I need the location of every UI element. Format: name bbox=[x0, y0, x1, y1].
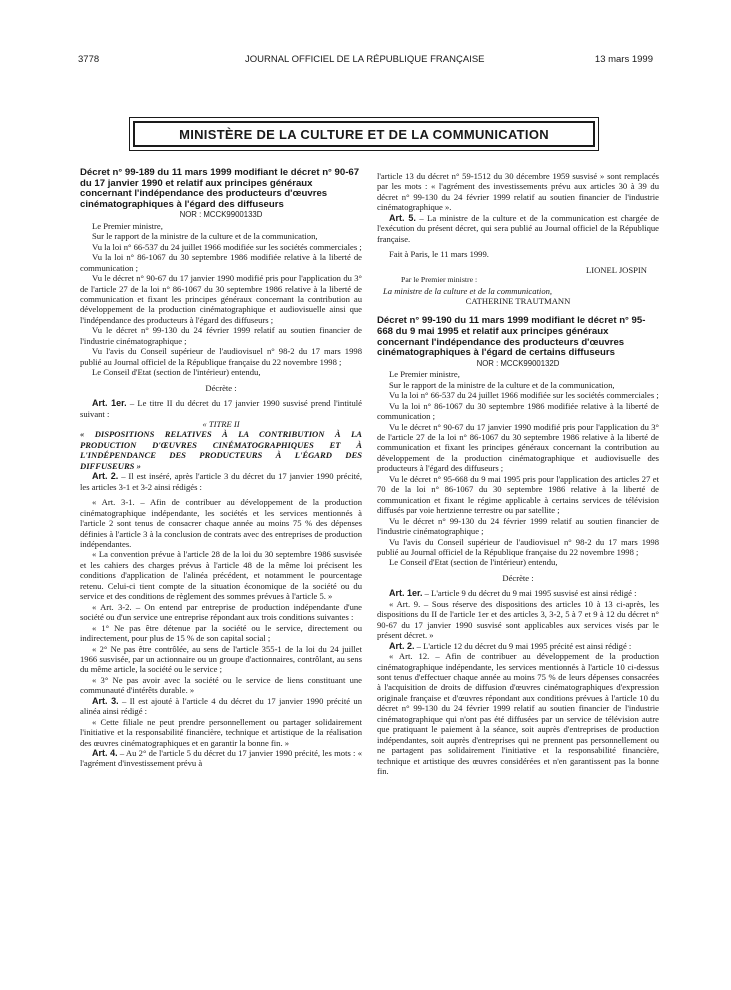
art-label: Art. 2. bbox=[389, 640, 415, 651]
para: Le Premier ministre, bbox=[389, 369, 460, 380]
page-number: 3778 bbox=[78, 54, 100, 65]
decree-title-1: Décret n° 99-189 du 11 mars 1999 modifiant le décret n° 90-67 du 17 janvier 1990 et relatif aux principes généraux concernant l'indépendance des producteurs d'œuvres cinématographiques à l'égard des diffuseurs bbox=[80, 167, 360, 210]
para: « Art. 9. – Sous réserve des dispositions des articles 10 à 13 ci-après, les dispositions du II de l'article 1er et des articles 3, 3-2, 5 à 7 et 9 à 12 du décret n° 90-67 du 17 janvier 1990 susvisé sont applicables aux services visés par le présent décret. » bbox=[377, 598, 659, 641]
issue-date: 13 mars 1999 bbox=[594, 54, 653, 65]
para: « 3° Ne pas avoir avec la société ou le service de liens constituant une communauté d'intérêts durable. » bbox=[80, 674, 362, 696]
para: Vu la loi n° 66-537 du 24 juillet 1966 modifiée sur les sociétés commerciales ; bbox=[92, 241, 362, 252]
para: « Art. 12. – Afin de contribuer au développement de la production cinématographique indépendante, les services mentionnés à l'article 10 ci-dessus sont tenus d'effectuer chaque année au moins 75 % de leurs dépenses consacrées à l'acquisition de droits de diffusion d'œuvres cinématographiques d'expression originale française et d'œuvres répondant aux conditions prévues à l'article 10 du décret n° 99-130 du 24 février 1999 relatif au soutien financier de l'industrie cinématographique qui n'ont pas été diffusées par un service de télévision autre que pratiquant le paiement à la séance, soit auprès d'entreprises de production indépendantes, soit auprès d'entreprises qui ne prennent pas personnellement ou ne partagent pas solidairement l'initiative et la responsabilité financière, technique et artistique des œuvres considérées et n'en garantissent pas la bonne fin. bbox=[377, 651, 659, 777]
para: Vu le décret n° 90-67 du 17 janvier 1990 modifié pris pour l'application du 3° de l'article 27 de la loi n° 86-1067 du 30 septembre 1986 relative à la liberté de communication et fixant les principes généraux concernant la contribution au développement de la production cinématographique et audiovisuelle ainsi que l'indépendance des producteurs à l'égard des diffuseurs ; bbox=[80, 273, 362, 325]
decrete-2: Décrète : bbox=[502, 572, 534, 583]
para: Sur le rapport de la ministre de la culture et de la communication, bbox=[92, 231, 318, 242]
fait-a-paris: Fait à Paris, le 11 mars 1999. bbox=[389, 249, 489, 260]
art-text: – Au 2° de l'article 5 du décret du 17 janvier 1990 précité, les mots : « l'agrément d'investissement prévu à bbox=[80, 748, 362, 769]
art-text: – Il est ajouté à l'article 4 du décret du 17 janvier 1990 précité un alinéa ainsi rédigé : bbox=[80, 695, 362, 717]
art-label: Art. 4. bbox=[92, 748, 118, 759]
para: Vu l'avis du Conseil supérieur de l'audiovisuel n° 98-2 du 17 mars 1998 publié au Journal officiel de la République française du 22 novembre 1998 ; bbox=[377, 536, 659, 557]
para: Le Conseil d'Etat (section de l'intérieur) entendu, bbox=[92, 367, 261, 378]
art-text: – L'article 9 du décret du 9 mai 1995 susvisé est ainsi rédigé : bbox=[422, 588, 637, 599]
para: Le Premier ministre, bbox=[92, 220, 163, 231]
article-2b bbox=[377, 641, 659, 651]
nor-2: NOR : MCCK9900132D bbox=[476, 358, 560, 368]
article-2 bbox=[80, 471, 362, 492]
para: l'article 13 du décret n° 59-1512 du 30 décembre 1959 susvisé » sont remplacés par les mots : « l'agrément des investissements prévu aux articles 30 à 39 du décret n° 99-130 du 24 février 1999 relatif au soutien financier de l'industrie cinématographique ». bbox=[377, 171, 659, 213]
decrete: Décrète : bbox=[205, 382, 237, 393]
article-3 bbox=[80, 696, 362, 717]
para: « Cette filiale ne peut prendre personnellement ou partager solidairement l'initiative et la responsabilité financière, technique et artistique de la réalisation des œuvres cinématographiques et en garantir la bonne fin. » bbox=[80, 716, 362, 748]
decree-title-2: Décret n° 99-190 du 11 mars 1999 modifiant le décret n° 95-668 du 9 mai 1995 et relatif aux principes généraux concernant l'indépendance des producteurs d'œuvres cinématographiques à l'égard de certains diffuseurs bbox=[377, 315, 646, 359]
art-label: Art. 5. bbox=[389, 212, 416, 223]
article-1 bbox=[80, 398, 362, 419]
art-label: Art. 2. bbox=[92, 471, 119, 482]
ministre-line: La ministre de la culture et de la communication, bbox=[383, 285, 553, 296]
para: Vu le décret n° 99-130 du 24 février 1999 relatif au soutien financier de l'industrie cinématographique ; bbox=[80, 325, 362, 346]
para: « Art. 3-2. – On entend par entreprise de production indépendante d'une société ou d'un service une entreprise répondant aux trois conditions suivantes : bbox=[80, 601, 362, 623]
par-premier-ministre: Par le Premier ministre : bbox=[401, 275, 478, 285]
art-text: – La ministre de la culture et de la communication est chargée de l'exécution du présent décret, qui sera publié au Journal officiel de la République française. bbox=[377, 212, 659, 244]
para: Vu la loi n° 86-1067 du 30 septembre 1986 modifiée relative à la liberté de communication ; bbox=[80, 252, 362, 273]
para: Sur le rapport de la ministre de la culture et de la communication, bbox=[389, 379, 615, 390]
para: « 1° Ne pas être détenue par la société ou le service, directement ou indirectement, pour plus de 15 % de son capital social ; bbox=[80, 622, 362, 644]
ministry-title: MINISTÈRE DE LA CULTURE ET DE LA COMMUNICATION bbox=[179, 126, 549, 142]
para: Vu le décret n° 90-67 du 17 janvier 1990 modifié pris pour l'application du 3° de l'article 27 de la loi n° 86-1067 du 30 septembre 1986 relative à la liberté de communication et fixant les principes généraux concernant la contribution au développement de la production cinématographique et audiovisuelle des producteurs à l'égard des diffuseurs ; bbox=[377, 421, 659, 474]
nor-1: NOR : MCCK9900133D bbox=[179, 210, 263, 220]
left-column bbox=[80, 168, 362, 769]
journal-title: JOURNAL OFFICIEL DE LA RÉPUBLIQUE FRANÇAISE bbox=[245, 54, 485, 65]
para: « Art. 3-1. – Afin de contribuer au développement de la production cinématographique indépendante, les sociétés et les services mentionnés à l'article 2 sont tenus de consacrer chaque année au moins 75 % des dépenses définies à l'article 3 à la conclusion de contrats avec des entreprises de production indépendantes. bbox=[80, 497, 362, 549]
art-text: – Il est inséré, après l'article 3 du décret du 17 janvier 1990 précité, les articles 3-1 et 3-2 ainsi rédigés : bbox=[80, 471, 362, 492]
para: Vu la loi n° 86-1067 du 30 septembre 1986 modifiée relative à la liberté de communication ; bbox=[377, 400, 659, 422]
para: « 2° Ne pas être contrôlée, au sens de l'article 355-1 de la loi du 24 juillet 1966 susvisée, par un actionnaire ou un groupe d'actionnaires, contrôlant, au sens du même article, la société ou le service ; bbox=[80, 643, 362, 675]
signature-jospin: LIONEL JOSPIN bbox=[585, 264, 647, 275]
para: Vu le décret n° 99-130 du 24 février 1999 relatif au soutien financier de l'industrie cinématographique ; bbox=[377, 515, 659, 537]
art-label: Art. 3. bbox=[92, 695, 119, 706]
dispositions-heading: « DISPOSITIONS RELATIVES À LA CONTRIBUTION À LA PRODUCTION D'ŒUVRES CINÉMATOGRAPHIQUES ET À L'INDÉPENDANCE DES PRODUCTEURS À L'ÉGARD DES DIFFUSEURS » bbox=[80, 429, 362, 471]
para: « La convention prévue à l'article 28 de la loi du 30 septembre 1986 susvisée et les cahiers des charges prévus à l'article 48 de la même loi précisent les conditions d'application de l'alinéa précédent, et notamment le pourcentage retenu. Celui-ci tient compte de la situation économique de la société ou du service et des conditions de règlement des sommes prévues à l'article 5. » bbox=[80, 549, 362, 602]
para: Vu le décret n° 95-668 du 9 mai 1995 pris pour l'application des articles 27 et 70 de la loi n° 86-1067 du 30 septembre 1986 relative à la liberté de communication et fixant le régime applicable à certains services de télévision diffusés par voie hertzienne terrestre ou par satellite ; bbox=[377, 473, 659, 516]
ministry-banner bbox=[133, 121, 595, 147]
article-5 bbox=[377, 213, 659, 244]
para: Le Conseil d'Etat (section de l'intérieur) entendu, bbox=[389, 557, 558, 568]
art-text: – Le titre II du décret du 17 janvier 1990 susvisé prend l'intitulé suivant : bbox=[80, 398, 362, 419]
art-label: Art. 1er. bbox=[389, 588, 423, 599]
signature-trautmann: CATHERINE TRAUTMANN bbox=[465, 295, 571, 306]
article-4 bbox=[80, 748, 362, 769]
titre-heading: « TITRE II bbox=[202, 418, 240, 429]
art-text: – L'article 12 du décret du 9 mai 1995 précité est ainsi rédigé : bbox=[414, 640, 632, 651]
article-1b bbox=[377, 588, 659, 598]
para: Vu la loi n° 66-537 du 24 juillet 1966 modifiée sur les sociétés commerciales ; bbox=[389, 390, 659, 401]
right-column bbox=[377, 171, 659, 776]
para: Vu l'avis du Conseil supérieur de l'audiovisuel n° 98-2 du 17 mars 1998 publié au Journal officiel de la République française du 22 novembre 1998 ; bbox=[80, 346, 362, 367]
art-label: Art. 1er. bbox=[92, 398, 127, 409]
